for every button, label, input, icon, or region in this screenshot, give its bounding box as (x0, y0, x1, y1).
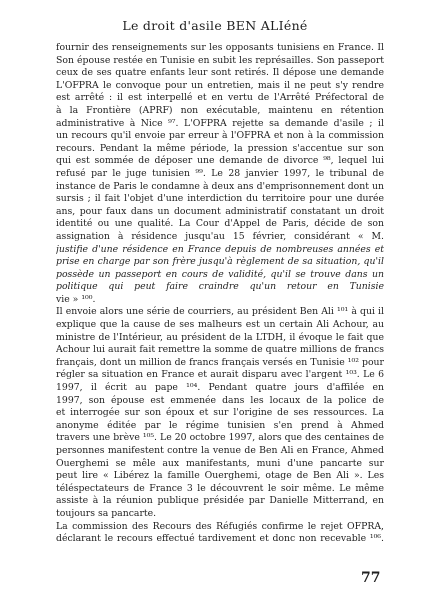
text-line: Ouerghemi se mêle aux manifestants, muni d'une pancarte sur (56, 457, 384, 469)
text-line: 1997, son épouse est emmenée dans les locaux de la police de (56, 394, 384, 406)
text-line: 1997, il écrit au pape ¹⁰⁴. Pendant quatre jours d'affilée en (56, 382, 384, 394)
text-line: La commission des Recours des Réfugiés confirme le rejet OFPRA, (56, 520, 384, 532)
text-line: français, dont un million de francs français versés en Tunisie ¹⁰² pour (56, 356, 384, 368)
text-line: toujours sa pancarte. (56, 507, 157, 519)
text-line: déclarant le recours effectué tardivement et donc non recevable ¹⁰⁶. (56, 533, 384, 545)
text-line: L'OFPRA le convoque pour un entretien, mais il ne peut s'y rendre (56, 79, 384, 91)
text-line: explique que la cause de ses malheurs est un certain Ali Achour, au (56, 319, 384, 331)
text-line-quote: politique qui peut faire craindre qu'un retour en Tunisie (56, 281, 384, 293)
text-line: ans, pour faux dans un document administratif constatant un droit (56, 205, 384, 217)
text-line: est arrêté : il est interpellé et en vertu de l'Arrêté Préfectoral de (56, 92, 384, 104)
text-line: téléspectateurs de France 3 le découvrent le soir même. Le même (56, 482, 384, 494)
text-line-quote: possède un passeport en cours de validité, qu'il se trouve dans un (56, 268, 384, 280)
text-line: Achour lui aurait fait remettre la somme de quatre millions de francs (56, 344, 384, 356)
text-line: un recours qu'il envoie par erreur à l'OFPRA et non à la commission (56, 130, 384, 142)
body-text (56, 42, 384, 546)
text-line: ceux de ses quatre enfants leur sont retirés. Il dépose une demande (56, 67, 384, 79)
text-line: instance de Paris le condamne à deux ans d'emprisonnement dont un (56, 180, 384, 192)
text-line: sursis ; il fait l'objet d'une interdiction du territoire pour une durée (56, 193, 384, 205)
text-line: ministre de l'Intérieur, au président de la LTDH, il évoque le fait que (56, 331, 384, 343)
text-line: Il envoie alors une série de courriers, au président Ben Ali ¹⁰¹ à qui il (56, 306, 384, 318)
page-number: 77 (361, 570, 381, 586)
text-line: à la Frontière (APRF) non exécutable, maintenu en rétention (56, 104, 384, 116)
text-line: personnes manifestent contre la venue de Ben Ali en France, Ahmed (56, 445, 384, 456)
text-line: vie » ¹⁰⁰. (56, 293, 96, 305)
text-line: Son épouse restée en Tunisie en subit les représailles. Son passeport (56, 54, 384, 66)
text-line-quote: prise en charge par son frère jusqu'à règlement de sa situation, qu'il (56, 256, 384, 268)
text-line: régler sa situation en France et aurait disparu avec l'argent ¹⁰³. Le 6 (56, 369, 384, 381)
text-line: identité ou une qualité. La Cour d'Appel de Paris, décide de son (56, 218, 384, 230)
text-line: anonyme éditée par le régime tunisien s'en prend à Ahmed (56, 419, 384, 431)
running-header: Le droit d'asile BEN ALIéné (122, 18, 308, 33)
text-line: assignation à résidence jusqu'au 15 février, considérant « M. (56, 230, 384, 242)
text-line-quote: justifie d'une résidence en France depuis de nombreuses années et (56, 243, 384, 255)
text-line: peut lire « Libérez la famille Ouerghemi, otage de Ben Ali ». Les (56, 470, 384, 482)
text-line: qui est sommée de déposer une demande de divorce ⁹⁸, lequel lui (56, 155, 384, 167)
text-line: assiste à la réunion publique présidée par Danielle Mitterrand, en (56, 495, 384, 507)
text-line: recours. Pendant la même période, la pression s'accentue sur son (56, 142, 384, 154)
text-line: travers une brève ¹⁰⁵. Le 20 octobre 1997, alors que des centaines de (56, 432, 384, 444)
text-line: fournir des renseignements sur les opposants tunisiens en France. Il (56, 42, 384, 53)
text-line: refusé par le juge tunisien ⁹⁹. Le 28 janvier 1997, le tribunal de (56, 167, 384, 179)
text-line: et interrogée sur son époux et sur l'origine de ses ressources. La (56, 407, 384, 419)
text-line: administrative à Nice ⁹⁷. L'OFPRA rejette sa demande d'asile ; il (56, 117, 384, 129)
